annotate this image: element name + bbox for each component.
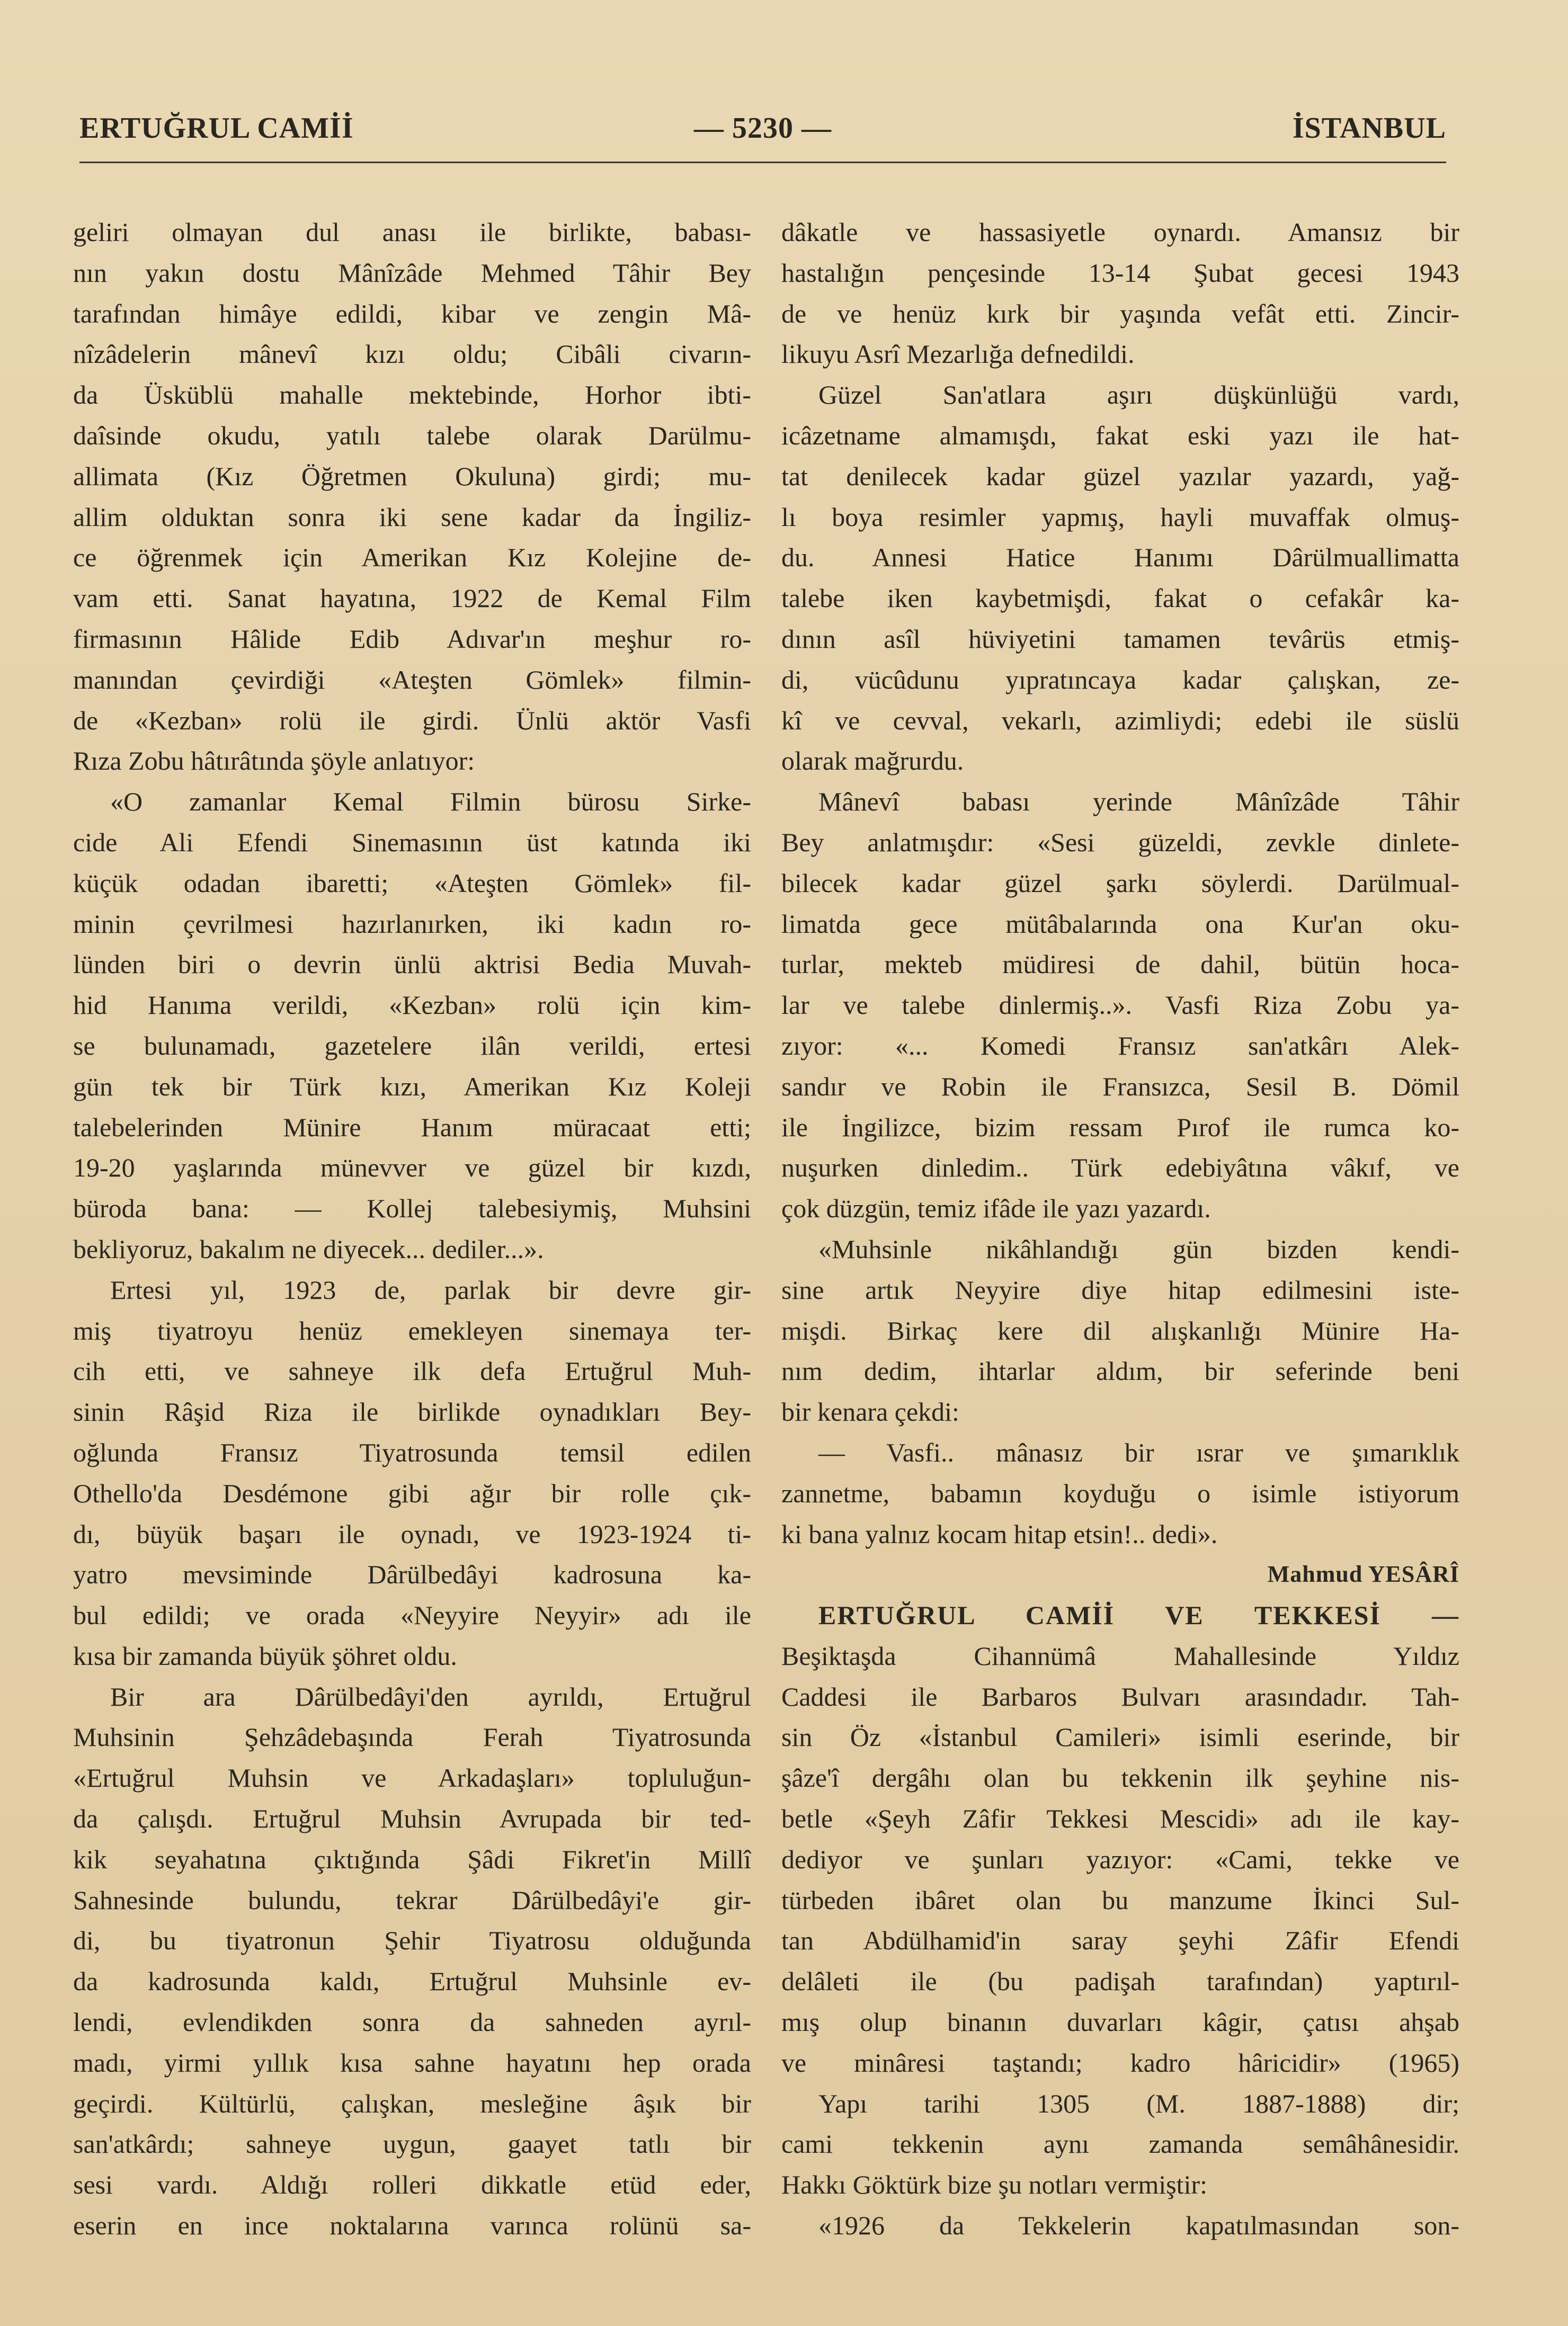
right-column-line: ile İngilizce, bizim ressam Pırof ile rumca ko- [781, 1112, 1459, 1142]
header-entry-title: ERTUĞRUL CAMİİ [79, 112, 354, 145]
left-column-line: kik seyahatına çıktığında Şâdi Fikret'in Millî [73, 1844, 751, 1874]
left-column-line: Bir ara Dârülbedâyi'den ayrıldı, Ertuğrul [110, 1681, 751, 1712]
left-column-line: geliri olmayan dul anası ile birlikte, babası- [73, 217, 751, 247]
left-column-line: Ertesi yıl, 1923 de, parlak bir devre gir- [110, 1275, 751, 1305]
left-column-line: da kadrosunda kaldı, Ertuğrul Muhsinle ev- [73, 1966, 751, 1997]
left-column-line: «Ertuğrul Muhsin ve Arkadaşları» topluluğun- [73, 1763, 751, 1793]
left-column-line: se bulunamadı, gazetelere ilân verildi, ertesi [73, 1030, 751, 1060]
right-column-line: hastalığın pençesinde 13-14 Şubat gecesi 1943 [781, 257, 1459, 288]
left-column-line: Sahnesinde bulundu, tekrar Dârülbedâyi'e gir- [73, 1885, 751, 1915]
right-column-line: ki bana yalnız kocam hitap etsin!.. dedi». [781, 1519, 1218, 1549]
right-column-line: tat denilecek kadar güzel yazılar yazardı, yağ- [781, 461, 1459, 491]
right-column-line: ve minâresi taştandı; kadro hâricidir» (1965) [781, 2047, 1459, 2078]
right-column-line: «Muhsinle nikâhlandığı gün bizden kendi- [818, 1234, 1459, 1264]
left-column-line: di, bu tiyatronun Şehir Tiyatrosu olduğunda [73, 1926, 751, 1956]
right-column-line: çok düzgün, temiz ifâde ile yazı yazardı. [781, 1193, 1211, 1224]
right-column-line: tan Abdülhamid'in saray şeyhi Zâfir Efendi [781, 1926, 1459, 1956]
right-column-line: bilecek kadar güzel şarkı söylerdi. Darülmual- [781, 868, 1459, 898]
right-column-line: mişdi. Birkaç kere dil alışkanlığı Münire Ha- [781, 1315, 1459, 1345]
left-column-line: sinin Râşid Riza ile birlikde oynadıkları Bey- [73, 1397, 751, 1427]
left-column-line: geçirdi. Kültürlü, çalışkan, mesleğine âşık bir [73, 2088, 751, 2118]
left-column-line: daîsinde okudu, yatılı talebe olarak Darülmu- [73, 420, 751, 450]
left-column-line: sesi vardı. Aldığı rolleri dikkatle etüd eder, [73, 2170, 751, 2200]
left-column-line: kısa bir zamanda büyük şöhret oldu. [73, 1641, 457, 1671]
left-column-line: talebelerinden Münire Hanım müracaat etti; [73, 1112, 751, 1142]
header-rule [79, 162, 1446, 163]
right-column-line: zıyor: «... Komedi Fransız san'atkârı Alek- [781, 1030, 1459, 1060]
right-column-line: kî ve cevval, vekarlı, azimliydi; edebi ile süslü [781, 705, 1459, 735]
right-column-line: di, vücûdunu yıpratıncaya kadar çalışkan, ze- [781, 664, 1459, 694]
left-column-line: da Üsküblü mahalle mektebinde, Horhor ibti- [73, 380, 751, 410]
author-signature: Mahmud YESÂRÎ [1267, 1561, 1459, 1588]
left-column-line: firmasının Hâlide Edib Adıvar'ın meşhur ro- [73, 623, 751, 654]
left-column-line: minin çevrilmesi hazırlanırken, iki kadın ro- [73, 908, 751, 939]
left-column-line: bul edildi; ve orada «Neyyire Neyyir» adı ile [73, 1600, 751, 1630]
right-column-line: dının asîl hüviyetini tamamen tevârüs etmiş- [781, 623, 1459, 654]
left-column-line: yatro mevsiminde Dârülbedâyi kadrosuna ka- [73, 1559, 751, 1590]
right-column-line: Bey anlatmışdır: «Sesi güzeldi, zevkle dinlete- [781, 827, 1459, 857]
right-column-line: Caddesi ile Barbaros Bulvarı arasındadır. Tah- [781, 1681, 1459, 1712]
right-column-line: nım dedim, ihtarlar aldım, bir seferinde beni [781, 1356, 1459, 1386]
left-column-line: cih etti, ve sahneye ilk defa Ertuğrul Muh- [73, 1356, 751, 1386]
left-column-line: manından çevirdiği «Ateşten Gömlek» filmin- [73, 664, 751, 694]
left-column-line: lendi, evlendikden sonra da sahneden ayrıl- [73, 2007, 751, 2037]
left-column-line: cide Ali Efendi Sinemasının üst katında iki [73, 827, 751, 857]
right-column-line: Yapı tarihi 1305 (M. 1887-1888) dir; [818, 2088, 1459, 2118]
left-column-line: da çalışdı. Ertuğrul Muhsin Avrupada bir ted- [73, 1804, 751, 1834]
left-column-line: eserin en ince noktalarına varınca rolünü sa- [73, 2211, 751, 2241]
left-column-line: vam etti. Sanat hayatına, 1922 de Kemal Film [73, 583, 751, 613]
right-column-line: nuşurken dinledim.. Türk edebiyâtına vâkıf, ve [781, 1153, 1459, 1183]
right-column-line: cami tekkenin aynı zamanda semâhânesidir. [781, 2129, 1459, 2159]
right-column-line: delâleti ile (bu padişah tarafından) yaptırıl- [781, 1966, 1459, 1997]
right-column-line: de ve henüz kırk bir yaşında vefât etti. Zincir- [781, 298, 1459, 328]
right-column-line: «1926 da Tekkelerin kapatılmasından son- [818, 2211, 1459, 2241]
right-column-line: Hakkı Göktürk bize şu notları vermiştir: [781, 2170, 1208, 2200]
left-column-line: Muhsinin Şehzâdebaşında Ferah Tiyatrosunda [73, 1722, 751, 1752]
right-column-line: zannetme, babamın koyduğu o isimle istiyorum [781, 1478, 1459, 1508]
right-column-line: turlar, mekteb müdiresi de dahil, bütün hoca- [781, 949, 1459, 979]
left-column-line: «O zamanlar Kemal Filmin bürosu Sirke- [110, 787, 751, 817]
left-column-line: büroda bana: — Kollej talebesiymiş, Muhsini [73, 1193, 751, 1224]
right-column-line: sin Öz «İstanbul Camileri» isimli eserinde, bir [781, 1722, 1459, 1752]
running-header [79, 111, 1446, 159]
right-column-line: sandır ve Robin ile Fransızca, Sesil B. Dömil [781, 1071, 1459, 1101]
right-column-line: likuyu Asrî Mezarlığa defnedildi. [781, 339, 1135, 369]
left-column-line: lünden biri o devrin ünlü aktrisi Bedia Muvah- [73, 949, 751, 979]
right-column-line: dediyor ve şunları yazıyor: «Cami, tekke ve [781, 1844, 1459, 1874]
left-column-line: allimata (Kız Öğretmen Okuluna) girdi; mu- [73, 461, 751, 491]
left-column-line: allim olduktan sonra iki sene kadar da İngiliz- [73, 502, 751, 532]
right-column-line: dâkatle ve hassasiyetle oynardı. Amansız bir [781, 217, 1459, 247]
right-column-line: limatda gece mütâbalarında ona Kur'an oku- [781, 908, 1459, 939]
left-column-line: tarafından himâye edildi, kibar ve zengin Mâ- [73, 298, 751, 328]
left-column-line: san'atkârdı; sahneye uygun, gaayet tatlı bir [73, 2129, 751, 2159]
right-column-line: Beşiktaşda Cihannümâ Mahallesinde Yıldız [781, 1641, 1459, 1671]
right-column-line: du. Annesi Hatice Hanımı Dârülmuallimatta [781, 542, 1459, 573]
left-column-line: miş tiyatroyu henüz emekleyen sinemaya ter- [73, 1315, 751, 1345]
right-column [781, 212, 1459, 2246]
right-column-line: lar ve talebe dinlermiş..». Vasfi Riza Zobu ya- [781, 990, 1459, 1020]
right-column-line: sine artık Neyyire diye hitap edilmesini iste- [781, 1275, 1459, 1305]
left-column-line: madı, yirmi yıllık kısa sahne hayatını hep orada [73, 2047, 751, 2078]
left-column [73, 212, 751, 2246]
left-column-line: dı, büyük başarı ile oynadı, ve 1923-1924 ti- [73, 1519, 751, 1549]
right-column-line: şâze'î dergâhı olan bu tekkenin ilk şeyhine nis- [781, 1763, 1459, 1793]
left-column-line: Rıza Zobu hâtırâtında şöyle anlatıyor: [73, 746, 475, 776]
right-column-line: türbeden ibâret olan bu manzume İkinci Sul- [781, 1885, 1459, 1915]
right-column-line: mış olup binanın duvarları kâgir, çatısı ahşab [781, 2007, 1459, 2037]
page-number: — 5230 — [694, 112, 832, 145]
left-column-line: nın yakın dostu Mânîzâde Mehmed Tâhir Bey [73, 257, 751, 288]
right-column-line: lı boya resimler yapmış, hayli muvaffak olmuş- [781, 502, 1459, 532]
left-column-line: bekliyoruz, bakalım ne diyecek... dediler...». [73, 1234, 544, 1264]
left-column-line: ce öğrenmek için Amerikan Kız Kolejine de- [73, 542, 751, 573]
left-column-line: 19-20 yaşlarında münevver ve güzel bir kızdı, [73, 1153, 751, 1183]
right-column-line: olarak mağrurdu. [781, 746, 964, 776]
left-column-line: oğlunda Fransız Tiyatrosunda temsil edilen [73, 1437, 751, 1467]
entry-heading: ERTUĞRUL CAMİİ VE TEKKESİ — [818, 1600, 1459, 1630]
right-column-line: betle «Şeyh Zâfir Tekkesi Mescidi» adı ile kay- [781, 1804, 1459, 1834]
left-column-line: nîzâdelerin mânevî kızı oldu; Cibâli civarın- [73, 339, 751, 369]
right-column-line: Mânevî babası yerinde Mânîzâde Tâhir [818, 787, 1459, 817]
left-column-line: gün tek bir Türk kızı, Amerikan Kız Koleji [73, 1071, 751, 1101]
left-column-line: küçük odadan ibaretti; «Ateşten Gömlek» fil- [73, 868, 751, 898]
right-column-line: — Vasfi.. mânasız bir ısrar ve şımarıklık [818, 1437, 1459, 1467]
left-column-line: Othello'da Desdémone gibi ağır bir rolle çık- [73, 1478, 751, 1508]
right-column-line: bir kenara çekdi: [781, 1397, 959, 1427]
right-column-line: Güzel San'atlara aşırı düşkünlüğü vardı, [818, 380, 1459, 410]
left-column-line: de «Kezban» rolü ile girdi. Ünlü aktör Vasfi [73, 705, 751, 735]
right-column-line: icâzetname almamışdı, fakat eski yazı ile hat- [781, 420, 1459, 450]
left-column-line: hid Hanıma verildi, «Kezban» rolü için kim- [73, 990, 751, 1020]
header-city: İSTANBUL [1292, 112, 1446, 145]
right-column-line: talebe iken kaybetmişdi, fakat o cefakâr ka- [781, 583, 1459, 613]
